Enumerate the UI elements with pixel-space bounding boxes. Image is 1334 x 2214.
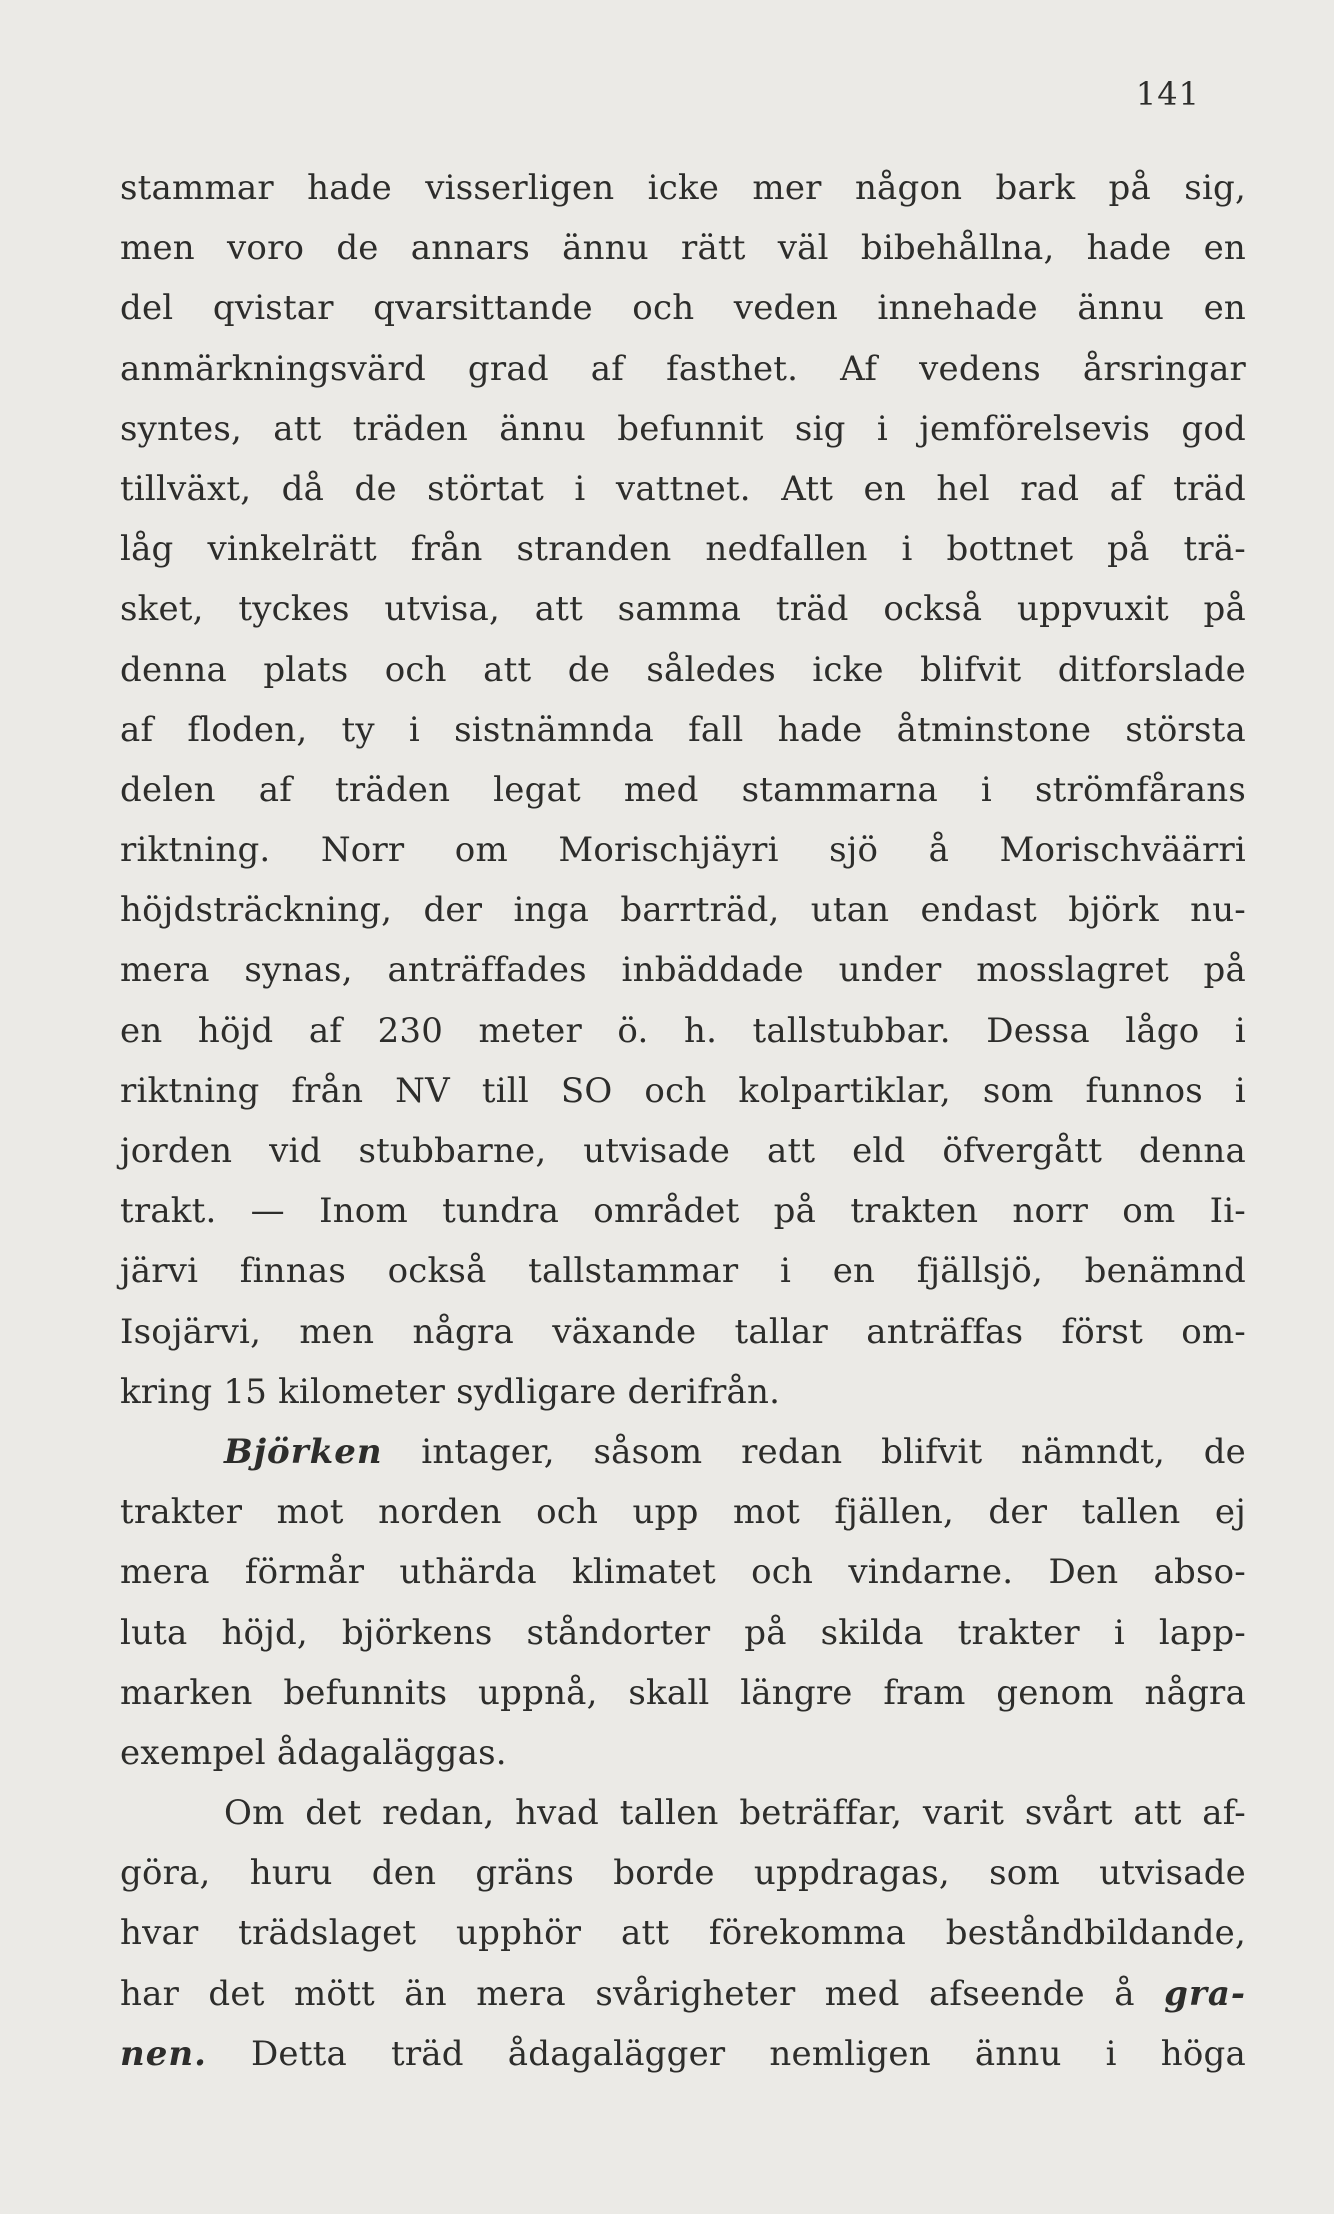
text-line <box>120 1001 1246 1061</box>
text-line <box>120 1964 1246 2024</box>
text-line <box>120 1482 1246 1542</box>
text-line <box>120 2024 1246 2084</box>
line-text: järvi finnas också tallstammar i en fjällsjö, benämnd <box>120 1251 1246 1292</box>
line-text: marken befunnits uppnå, skall längre fram genom några <box>120 1672 1246 1713</box>
line-text: mera synas, anträffades inbäddade under mosslagret på <box>120 950 1246 991</box>
line-text: har det mött än mera svårigheter med afseende å <box>120 1973 1165 2014</box>
line-text: trakt. — Inom tundra området på trakten norr om Ii- <box>120 1191 1246 1232</box>
line-text: låg vinkelrätt från stranden nedfallen i bottnet på trä- <box>120 529 1246 570</box>
line-text: luta höjd, björkens ståndorter på skilda trakter i lapp- <box>120 1612 1246 1653</box>
line-text: Om det redan, hvad tallen beträffar, varit svårt att af- <box>224 1793 1246 1834</box>
line-text: sket, tyckes utvisa, att samma träd också uppvuxit på <box>120 589 1246 630</box>
line-text: trakter mot norden och upp mot fjällen, der tallen ej <box>120 1492 1246 1533</box>
text-line <box>120 700 1246 760</box>
line-text: en höjd af 230 meter ö. h. tallstubbar. Dessa lågo i <box>120 1010 1246 1051</box>
emphasized-word: gra- <box>1164 1973 1246 2014</box>
text-line <box>120 1362 1246 1422</box>
text-line <box>120 278 1246 338</box>
emphasized-word: nen. <box>120 2033 207 2074</box>
line-text: höjdsträckning, der inga barrträd, utan endast björk nu- <box>120 890 1246 931</box>
text-line <box>120 399 1246 459</box>
text-line <box>120 339 1246 399</box>
line-text: mera förmår uthärda klimatet och vindarne. Den abso- <box>120 1552 1246 1593</box>
emphasized-word: Björken <box>224 1431 383 1472</box>
text-line <box>120 218 1246 278</box>
line-text: kring 15 kilometer sydligare derifrån. <box>120 1371 781 1412</box>
line-text: göra, huru den gräns borde uppdragas, som utvisade <box>120 1853 1246 1894</box>
text-line <box>120 1903 1246 1963</box>
line-text: riktning från NV till SO och kolpartiklar, som funnos i <box>120 1070 1246 1111</box>
text-line <box>120 1843 1246 1903</box>
text-line <box>120 1542 1246 1602</box>
text-line <box>120 519 1246 579</box>
body-text <box>120 158 1246 2084</box>
text-line <box>120 1181 1246 1241</box>
line-text: Isojärvi, men några växande tallar anträffas först om- <box>120 1311 1246 1352</box>
text-line <box>120 1783 1246 1843</box>
line-text: stammar hade visserligen icke mer någon bark på sig, <box>120 168 1246 208</box>
text-line <box>120 820 1246 880</box>
line-text: intager, såsom redan blifvit nämndt, de <box>382 1431 1246 1472</box>
line-text: men voro de annars ännu rätt väl bibehållna, hade en <box>120 228 1246 269</box>
text-line <box>120 158 1246 218</box>
line-text: syntes, att träden ännu befunnit sig i jemförelsevis god <box>120 408 1246 449</box>
text-line <box>120 1061 1246 1121</box>
line-text: hvar trädslaget upphör att förekomma beståndbildande, <box>120 1913 1246 1954</box>
text-line <box>120 1663 1246 1723</box>
line-text: anmärkningsvärd grad af fasthet. Af vedens årsringar <box>120 348 1246 389</box>
line-text: exempel ådagaläggas. <box>120 1732 507 1773</box>
line-text: jorden vid stubbarne, utvisade att eld öfvergått denna <box>120 1131 1246 1171</box>
text-line <box>120 880 1246 940</box>
line-text: tillväxt, då de störtat i vattnet. Att en hel rad af träd <box>120 468 1246 509</box>
line-text: riktning. Norr om Morischjäyri sjö å Morischväärri <box>120 830 1246 871</box>
text-line <box>120 940 1246 1000</box>
line-text: denna plats och att de således icke blifvit ditforslade <box>120 649 1246 690</box>
line-text: Detta träd ådagalägger nemligen ännu i höga <box>206 2033 1246 2074</box>
text-line <box>120 1241 1246 1301</box>
page-number: 141 <box>1135 75 1200 113</box>
text-line <box>120 1422 1246 1482</box>
line-text: af floden, ty i sistnämnda fall hade åtminstone största <box>120 709 1246 750</box>
text-line <box>120 1603 1246 1663</box>
line-text: del qvistar qvarsittande och veden innehade ännu en <box>120 288 1246 329</box>
text-line <box>120 1302 1246 1362</box>
text-line <box>120 1723 1246 1783</box>
text-line <box>120 760 1246 820</box>
line-text: delen af träden legat med stammarna i strömfårans <box>120 769 1246 810</box>
text-line <box>120 459 1246 519</box>
text-line <box>120 1121 1246 1181</box>
text-line <box>120 579 1246 639</box>
text-line <box>120 640 1246 700</box>
